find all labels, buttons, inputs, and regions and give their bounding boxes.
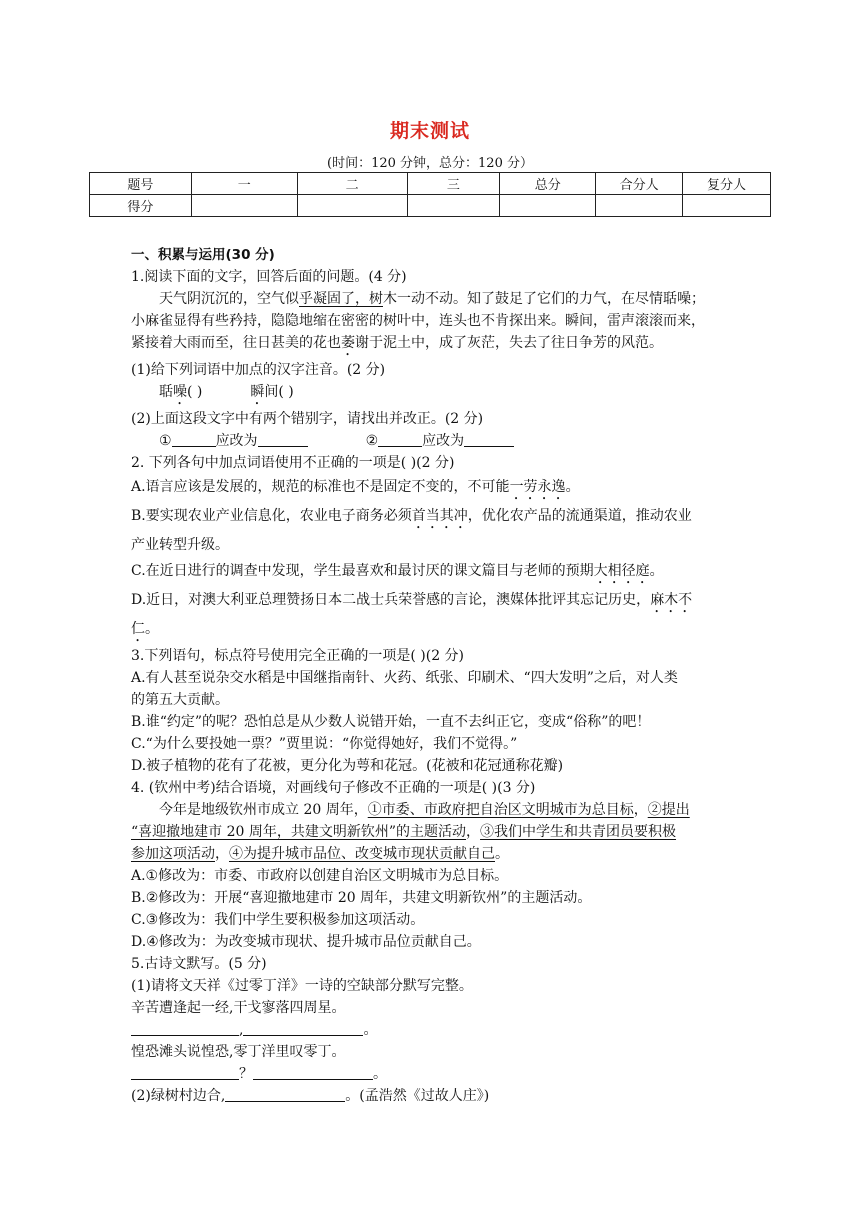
passage-text: 今年是地级钦州市成立 20 周年， [159,802,368,818]
section-heading: 一、积累与运用(30 分) [131,247,275,263]
score-header-cell: 二 [297,173,407,195]
word-text: 聒 [159,384,173,400]
answer-blank[interactable] [243,1020,363,1036]
answer-blank[interactable] [131,1064,239,1080]
question-4-option-d[interactable]: D.④修改为：为改变城市现状、提升城市品位贡献自己。 [131,934,481,950]
option-text: B.要实现农业产业信息化，农业电子商务必须 [131,508,412,524]
answer-blank[interactable] [378,431,422,447]
score-table-score-row [90,195,771,217]
question-2-option-d[interactable] [131,587,741,616]
passage-text: 谢于泥土中，成了灰茫，失去了往日争芳的风范。 [355,335,663,351]
question-2-option-d-cont [131,616,741,645]
option-text: 。 [565,479,580,495]
score-cell[interactable] [191,195,297,217]
option-text: 。 [145,621,159,637]
question-1-stem: 1.阅读下面的文字，回答后面的问题。(4 分) [131,269,407,285]
underlined-sentence-2: ②提出 [647,802,690,818]
question-2-option-c[interactable] [131,558,741,587]
dotted-character: 瞬 [250,384,265,400]
score-cell[interactable] [297,195,407,217]
underlined-sentence-2: “喜迎撤地建市 20 周年，共建文明新钦州”的主题活动 [131,824,467,840]
score-cell[interactable] [596,195,683,217]
passage-underlined-text: 乎凝固了，树 [299,291,383,307]
fix-label: 应改为 [422,433,465,449]
question-3-option-b[interactable]: B.谁“约定”的呢？恐怕总是从少数人说错开始，一直不去纠正它，变成“俗称”的吧！ [131,714,651,730]
answer-blank[interactable] [253,1064,373,1080]
dotted-phrase: 一劳永逸 [509,479,566,495]
score-table-header-row [90,173,771,195]
prompt-text: (2)绿树村边合, [131,1088,226,1104]
score-table [89,172,771,217]
score-header-cell: 合分人 [596,173,683,195]
poem-line: 辛苦遭逢起一经,干戈寥落四周星。 [131,1000,346,1016]
question-5-sub-1: (1)请将文天祥《过零丁洋》一诗的空缺部分默写完整。 [131,978,473,994]
passage-text: ， [633,802,648,818]
score-header-cell: 一 [191,173,297,195]
question-3-stem: 3.下列语句，标点符号使用完全正确的一项是( )(2 分) [131,648,465,664]
option-text: A.语言应该是发展的，规范的标准也不是固定不变的，不可能 [131,479,510,495]
score-header-cell: 三 [407,173,500,195]
question-2-option-b[interactable] [131,503,741,532]
marker-1: ① [159,433,172,449]
underlined-sentence-3: 参加这项活动 [131,846,215,862]
prompt-text: 。(孟浩然《过故人庄》) [345,1088,490,1104]
question-1-sub-1: (1)给下列词语中加点的汉字注音。(2 分) [131,362,386,378]
word-text: 间 [264,384,279,400]
underlined-sentence-3: ③我们中学生和共青团员要积极 [480,824,677,840]
question-4-option-b[interactable]: B.②修改为：开展“喜迎撤地建市 20 周年，共建文明新钦州”的主题活动。 [131,890,592,906]
passage-text: 天气阴沉沉的，空气似 [159,291,299,307]
question-2-option-a[interactable] [131,474,741,503]
correction-answer-line [131,430,741,452]
dotted-phrase: 仁 [131,621,145,637]
question-4-stem: 4. (钦州中考)结合语境，对画线句子修改不正确的一项是( )(3 分) [131,780,536,796]
passage-text: ， [215,846,229,862]
question-1-sub-2: (2)上面这段文字中有两个错别字，请找出并改正。(2 分) [131,411,484,427]
question-2-option-b-cont: 产业转型升级。 [131,537,229,553]
underlined-sentence-4: ④为提升城市品位、改变城市现状贡献自己 [229,846,495,862]
question-1-passage-line [131,332,741,359]
answer-blank[interactable] [172,431,216,447]
score-header-cell: 题号 [90,173,192,195]
answer-blank[interactable] [464,431,514,447]
punctuation: , [239,1022,244,1038]
option-text: D.近日，对澳大利亚总理赞扬日本二战士兵荣誉感的言论，澳媒体批评其忘记历史， [131,592,651,608]
passage-text: 。 [495,846,509,862]
score-cell[interactable] [407,195,500,217]
question-2-stem: 2. 下列各句中加点词语使用不正确的一项是( )(2 分) [131,455,455,471]
question-4-option-c[interactable]: C.③修改为：我们中学生要积极参加这项活动。 [131,912,425,928]
question-4-passage-line [131,799,741,821]
passage-text: 紧接着大雨而至，往日甚美的花也 [131,335,341,351]
score-header-cell: 总分 [500,173,596,195]
underlined-sentence-1: ①市委、市政府把自治区文明城市为总目标 [367,802,634,818]
marker-2: ② [365,433,379,449]
poem-blank-line [131,1019,741,1041]
answer-paren[interactable]: ( ) [187,384,203,400]
question-3-option-a-cont: 的第五大贡献。 [131,692,229,708]
question-4-option-a[interactable]: A.①修改为：市委、市政府以创建自治区文明城市为总目标。 [131,868,509,884]
answer-blank[interactable] [131,1020,239,1036]
question-4-passage-line [131,843,741,865]
score-cell[interactable] [500,195,596,217]
dotted-phrase: 首当其冲 [411,508,468,524]
poem-blank-line [131,1063,741,1085]
question-3-option-d[interactable]: D.被子植物的花有了花被，更分化为萼和花冠。(花被和花冠通称花瓣) [131,758,564,774]
question-3-option-c[interactable]: C.“为什么要投她一票？”贾里说：“你觉得她好，我们不觉得。” [131,736,518,752]
question-5-sub-2 [131,1085,741,1107]
pinyin-answer-line [131,381,741,408]
passage-text: 木一动不动。知了鼓足了它们的力气，在尽情聒噪； [383,291,705,307]
passage-text: ， [466,824,481,840]
dotted-phrase: 麻木不 [650,592,693,608]
fix-label: 应改为 [215,433,258,449]
dotted-character: 萎 [341,335,355,351]
exam-body [131,244,741,1107]
answer-blank[interactable] [258,431,308,447]
score-row-label: 得分 [90,195,192,217]
poem-line: 惶恐滩头说惶恐,零丁洋里叹零丁。 [131,1044,346,1060]
answer-paren[interactable]: ( ) [278,384,294,400]
option-text: ，优化农产品的流通渠道，推动农业 [467,508,692,524]
question-3-option-a[interactable]: A.有人甚至说杂交水稻是中国继指南针、火药、纸张、印刷术、“四大发明”之后，对人类 [131,670,678,686]
punctuation: 。 [373,1066,387,1082]
option-text: 。 [649,563,664,579]
question-1-passage-line: 小麻雀显得有些矜持，隐隐地缩在密密的树叶中，连头也不肯探出来。瞬间，雷声滚滚而来， [131,313,705,329]
dotted-character: 噪 [173,384,187,400]
question-1-passage-line [131,288,741,310]
question-4-passage-line [131,821,741,843]
exam-title: 期末测试 [389,120,470,142]
question-5-stem: 5.古诗文默写。(5 分) [131,956,267,972]
exam-subtitle: (时间：120 分钟，总分：120 分） [327,156,533,171]
dotted-phrase: 大相径庭 [593,563,650,579]
score-header-cell: 复分人 [683,173,771,195]
answer-blank[interactable] [225,1086,345,1102]
score-cell[interactable] [683,195,771,217]
option-text: C.在近日进行的调查中发现，学生最喜欢和最讨厌的课文篇目与老师的预期 [131,563,594,579]
punctuation: 。 [363,1022,378,1038]
punctuation: ？ [239,1066,253,1082]
